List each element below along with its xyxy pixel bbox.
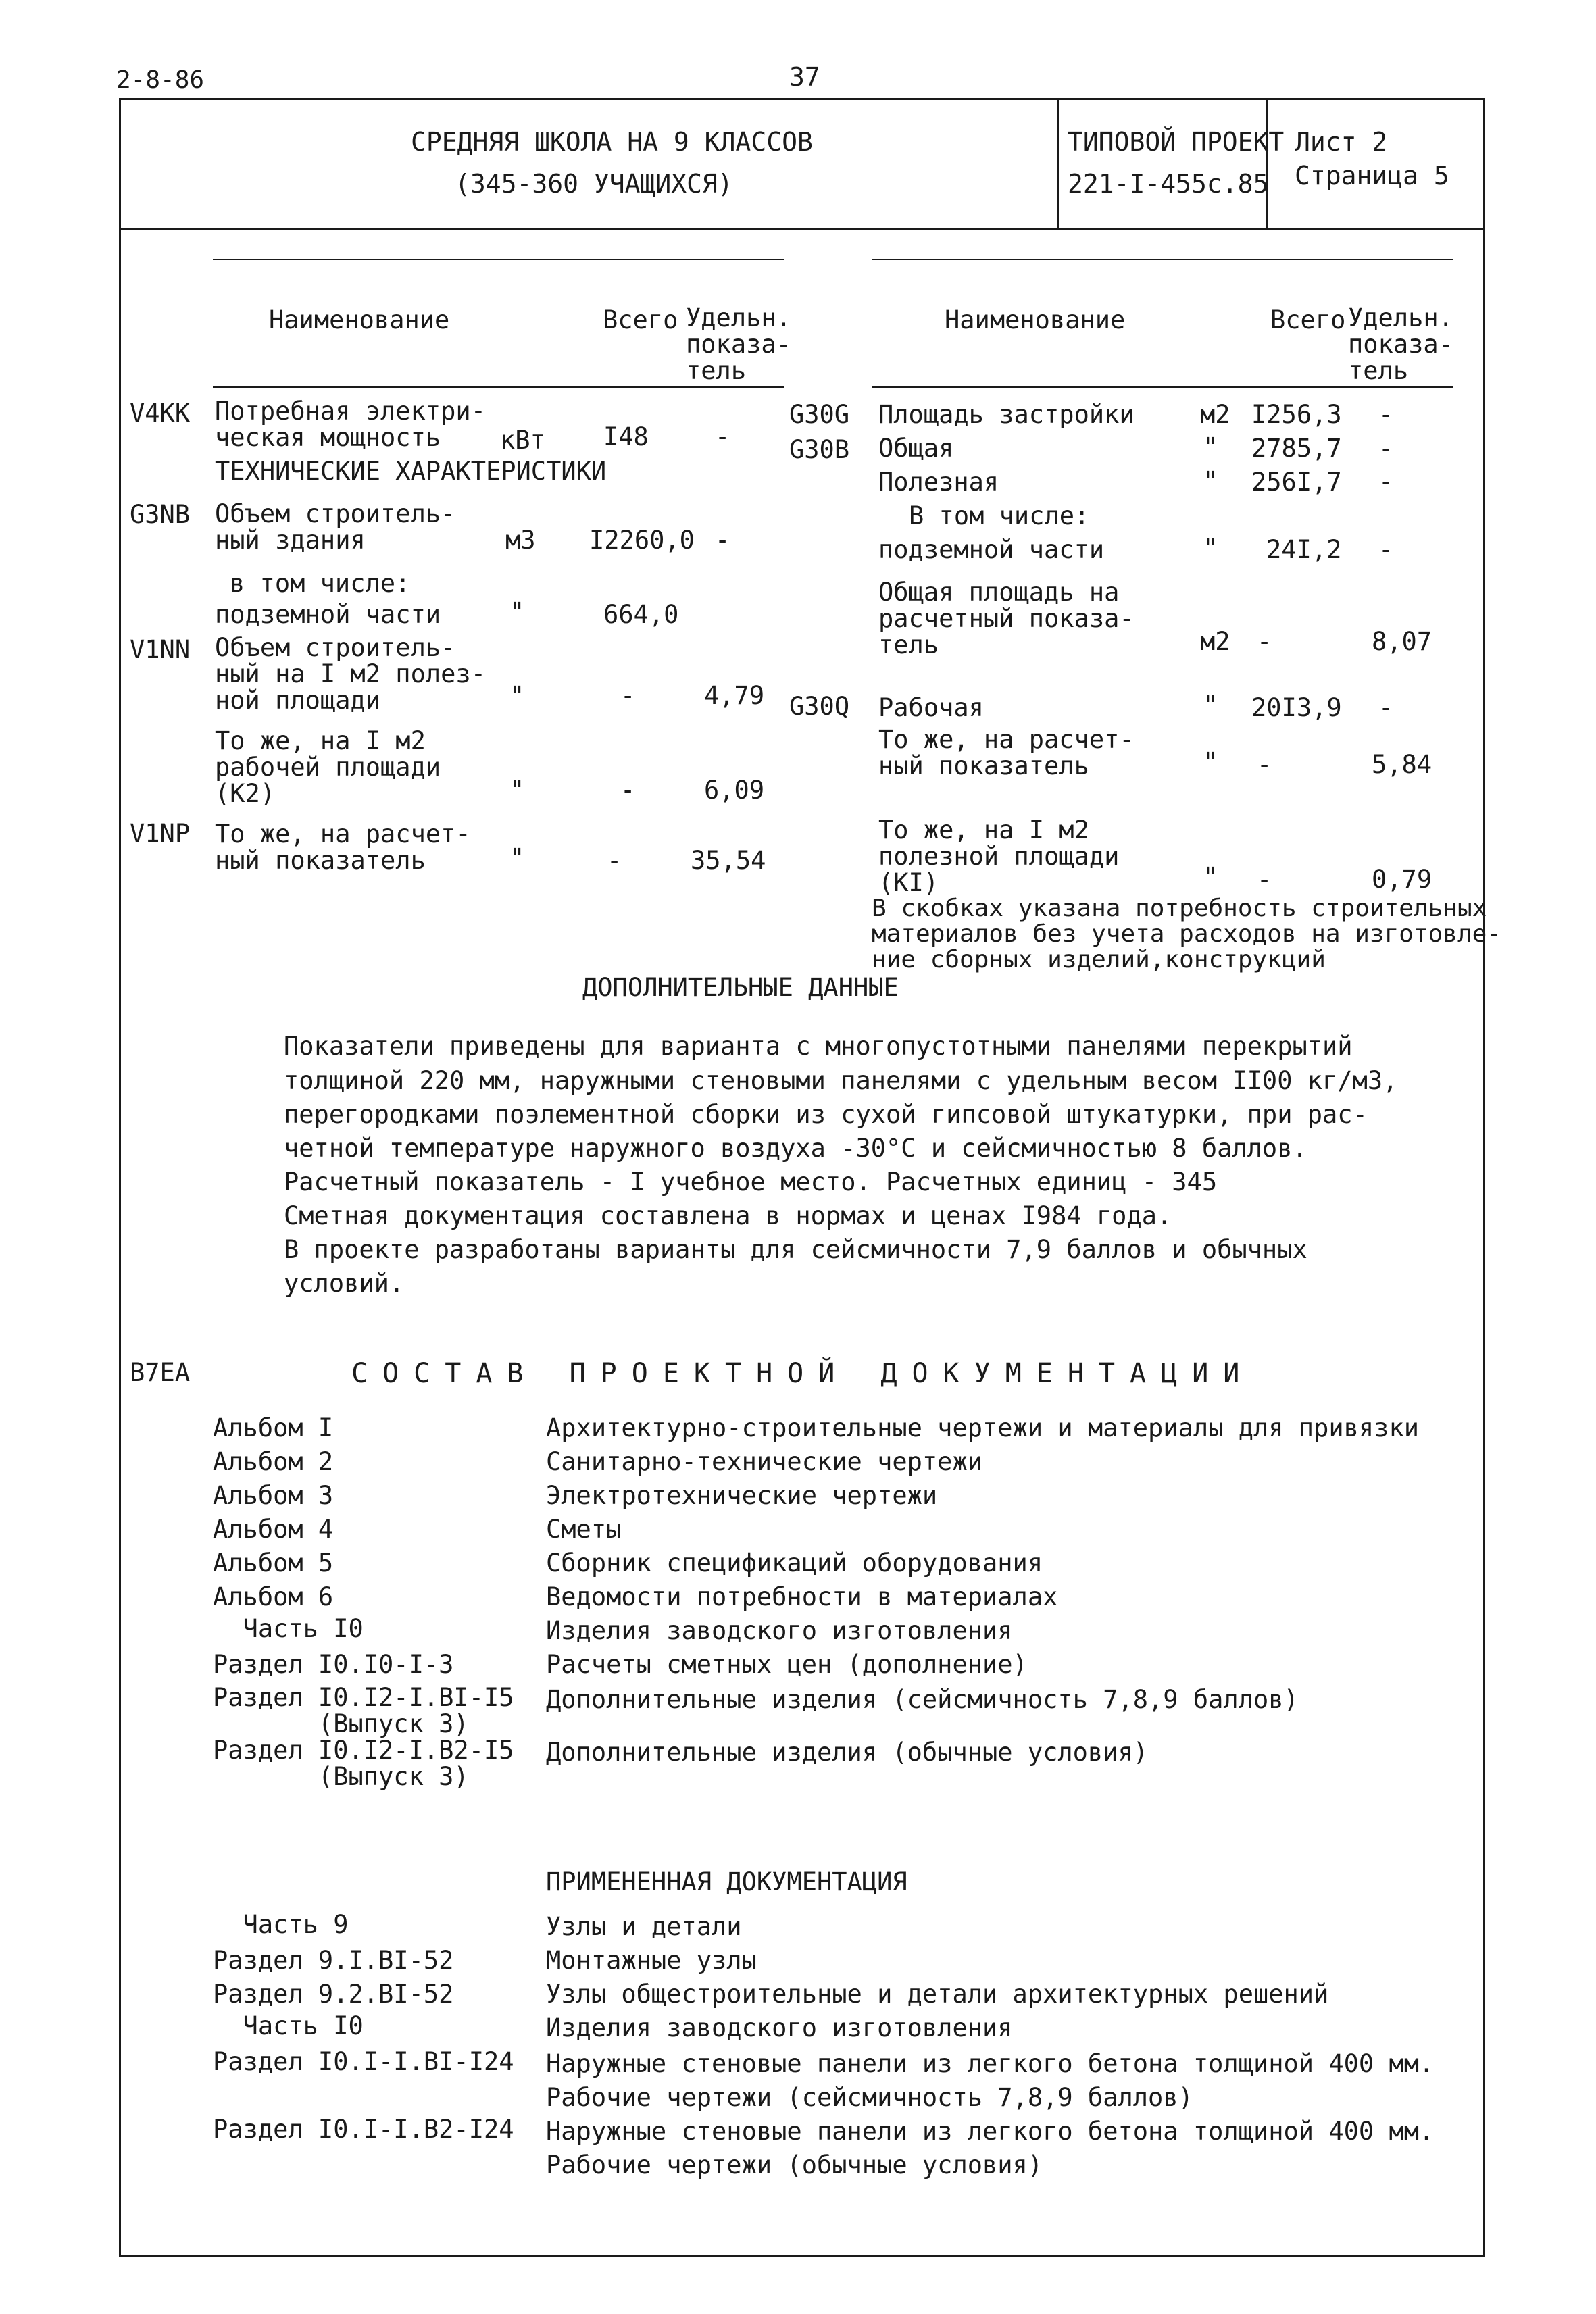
paragraph-line: В проекте разработаны варианты для сейсмичности 7,9 баллов и обычных [284,1235,1307,1264]
row-name: То же, на расчет- ный показатель [215,820,471,875]
row-code: G30Q [789,692,850,721]
paragraph-line: перегородками поэлементной сборки из сухой гипсовой штукатурки, при рас- [284,1100,1368,1129]
list-item-label: Альбом 5 [213,1549,334,1578]
row-specific: - [715,526,730,555]
row-total: I2260,0 [589,526,695,555]
row-unit: " [1203,747,1218,776]
list-item-text: Изделия заводского изготовления [546,1616,1013,1645]
row-name: Площадь застройки [878,400,1134,429]
list-item-label: Раздел 9.I.BI-52 [213,1946,454,1975]
row-name: В том числе: [909,501,1090,530]
composition-code: B7EA [130,1358,191,1387]
list-item-label: Раздел I0.I0-I-3 [213,1650,454,1679]
row-unit: кВт [500,426,545,455]
row-specific: 5,84 [1372,750,1432,779]
left-col-specific-header: Удельн. показа- тель [686,303,791,385]
row-unit: " [1203,862,1218,891]
row-specific: - [1378,468,1394,497]
row-code: G30G [789,400,850,429]
row-code: G3NB [130,500,191,529]
right-col-name-header: Наименование [945,305,1126,334]
row-total: 256I,7 [1251,468,1342,497]
left-col-name-header: Наименование [269,305,450,334]
row-unit: " [1203,432,1218,461]
left-table-top-rule [213,259,784,260]
row-name: подземной части [878,535,1105,564]
composition-heading: СОСТАВ ПРОЕКТНОЙ ДОКУМЕНТАЦИИ [351,1358,1255,1389]
applied-documentation-heading: ПРИМЕНЕННАЯ ДОКУМЕНТАЦИЯ [546,1867,907,1896]
list-item-text: Дополнительные изделия (обычные условия) [546,1738,1149,1767]
row-name: Рабочая [878,693,984,722]
row-unit: " [509,597,525,626]
document-title-line1: СРЕДНЯЯ ШКОЛА НА 9 КЛАССОВ [411,127,813,157]
list-item-label: Часть I0 [213,1614,364,1643]
list-item-text: Сборник спецификаций оборудования [546,1549,1043,1578]
row-name: Общая площадь на расчетный показа- тель [878,578,1134,659]
list-item-label: Альбом 2 [213,1447,334,1476]
row-specific: - [1378,400,1394,429]
list-item-text: Узлы общестроительные и детали архитектурных решений [546,1980,1329,2009]
right-col-total-header: Всего [1270,305,1346,334]
list-item-label: Альбом 3 [213,1481,334,1510]
row-total: I256,3 [1251,400,1342,429]
list-item-text: Наружные стеновые панели из легкого бетона толщиной 400 мм. Рабочие чертежи (сейсмичность 7,8,9 баллов) [546,2049,1435,2112]
paragraph-line: Сметная документация составлена в нормах и ценах I984 года. [284,1201,1172,1230]
row-name: в том числе: [230,569,411,598]
list-item-text: Сметы [546,1515,622,1544]
row-name: То же, на расчет- ный показатель [878,725,1134,780]
additional-data-heading: ДОПОЛНИТЕЛЬНЫЕ ДАННЫЕ [582,973,899,1002]
list-item-text: Расчеты сметных цен (дополнение) [546,1650,1028,1679]
row-name: То же, на I м2 полезной площади (КI) [878,815,1120,897]
row-total: - [620,681,636,710]
list-item-text: Изделия заводского изготовления [546,2013,1013,2042]
right-table-top-rule [872,259,1453,260]
row-name: То же, на I м2 рабочей площади (К2) [215,726,441,808]
list-item-label: Альбом 4 [213,1515,334,1544]
list-item-label: Раздел I0.I2-I.BI-I5 (Выпуск 3) [213,1683,514,1738]
list-item-label: Раздел I0.I-I.B2-I24 [213,2115,514,2144]
materials-note: В скобках указана потребность строительных материалов без учета расходов на изготовле- ние сборных изделий,конструкций [872,895,1501,974]
row-unit: " [509,776,525,805]
left-table-header-rule [213,386,784,388]
right-col-specific-header: Удельн. показа- тель [1348,303,1453,385]
row-specific: - [1378,693,1394,722]
row-unit: " [1203,690,1218,720]
row-code: V1NP [130,819,191,848]
row-unit: " [1203,466,1218,495]
list-item-label: Часть 9 [213,1910,349,1939]
row-specific: 8,07 [1372,627,1432,656]
list-item-text: Санитарно-технические чертежи [546,1447,983,1476]
list-item-text: Наружные стеновые панели из легкого бетона толщиной 400 мм. Рабочие чертежи (обычные условия) [546,2117,1435,2180]
row-name: Потребная электри- ческая мощность [215,397,486,452]
paragraph-line: четной температуре наружного воздуха -30°С и сейсмичностью 8 баллов. [284,1134,1307,1163]
paragraph-line: условий. [284,1269,405,1298]
list-item-label: Раздел 9.2.BI-52 [213,1980,454,2009]
list-item-label: Раздел I0.I-I.BI-I24 [213,2047,514,2076]
page-number: 37 [789,62,820,92]
row-name: Объем строитель- ный на I м2 полез- ной площади [215,633,486,715]
paragraph-line: Показатели приведены для варианта с многопустотными панелями перекрытий [284,1032,1353,1061]
title-block-divider-2 [1266,98,1268,228]
list-item-label: Часть I0 [213,2011,364,2040]
row-specific: - [715,422,730,451]
list-item-text: Электротехнические чертежи [546,1481,938,1510]
row-total: - [1257,750,1272,779]
row-unit: м3 [505,526,536,555]
sheet-number: Лист 2 [1295,127,1388,157]
page-label: Страница 5 [1295,161,1449,191]
left-col-total-header: Всего [603,305,678,334]
title-block-divider-1 [1057,98,1059,228]
project-number: 221-I-455c.85 [1068,169,1269,199]
row-unit: м2 [1200,627,1230,656]
list-item-label: Раздел I0.I2-I.B2-I5 (Выпуск 3) [213,1736,514,1791]
paragraph-line: Расчетный показатель - I учебное место. Расчетных единиц - 345 [284,1167,1218,1197]
row-specific: 35,54 [691,846,766,875]
row-code: V4KK [130,399,191,428]
row-unit: " [509,843,525,872]
document-title-line2: (345-360 УЧАЩИХСЯ) [455,169,733,199]
row-unit: " [1203,534,1218,563]
row-total: 24I,2 [1266,535,1342,564]
list-item-text: Архитектурно-строительные чертежи и материалы для привязки [546,1413,1420,1442]
row-name: Общая [878,434,954,463]
list-item-text: Узлы и детали [546,1912,742,1941]
title-block-bottom-line [119,228,1485,230]
list-item-text: Ведомости потребности в материалах [546,1582,1058,1611]
row-code: G30B [789,435,850,464]
list-item-text: Монтажные узлы [546,1946,757,1975]
right-table-header-rule [872,386,1453,388]
list-item-text: Дополнительные изделия (сейсмичность 7,8,9 баллов) [546,1685,1299,1714]
row-total: - [607,846,622,875]
row-total: I48 [603,422,649,451]
list-item-label: Альбом I [213,1413,334,1442]
row-name: Объем строитель- ный здания [215,499,456,555]
row-total: 20I3,9 [1251,693,1342,722]
row-specific: 4,79 [704,681,765,710]
list-item-label: Альбом 6 [213,1582,334,1611]
row-specific: 6,09 [704,776,765,805]
row-specific: - [1378,434,1394,463]
row-total: - [620,776,636,805]
row-unit: м2 [1200,400,1230,429]
project-label: ТИПОВОЙ ПРОЕКТ [1068,127,1285,157]
document-code: 2-8-86 [116,66,205,94]
row-total: - [1257,865,1272,894]
paragraph-line: толщиной 220 мм, наружными стеновыми панелями с удельным весом II00 кг/м3, [284,1066,1398,1095]
row-unit: " [509,681,525,710]
row-specific: - [1378,535,1394,564]
row-specific: 0,79 [1372,865,1432,894]
row-name: Полезная [878,468,999,497]
row-total: 664,0 [603,600,679,629]
row-total: 2785,7 [1251,434,1342,463]
row-code: V1NN [130,635,191,664]
row-total: - [1257,627,1272,656]
row-name: подземной части [215,600,441,629]
section-heading: ТЕХНИЧЕСКИЕ ХАРАКТЕРИСТИКИ [215,457,607,486]
